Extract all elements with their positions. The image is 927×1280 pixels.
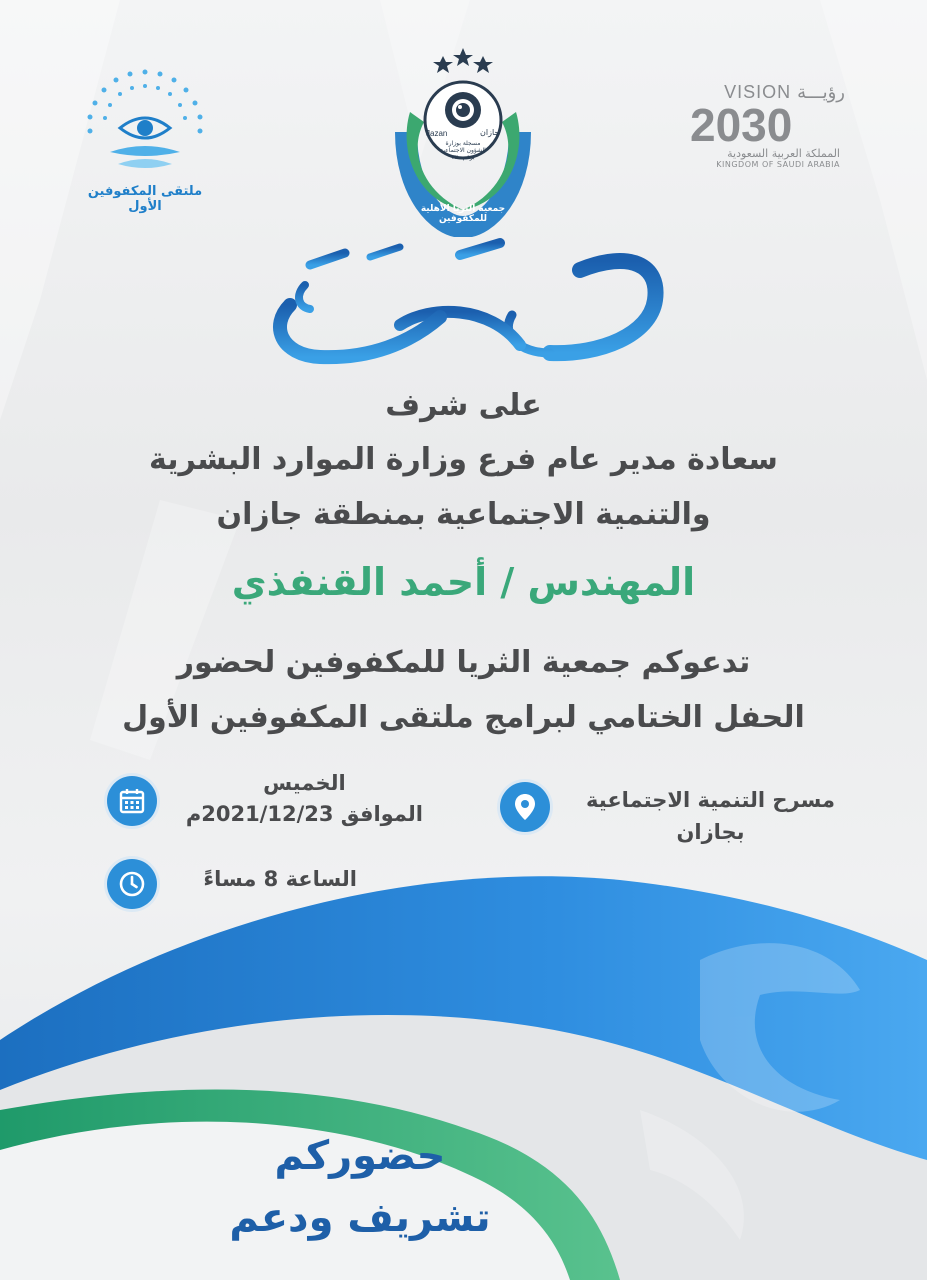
location-line-1: مسرح التنمية الاجتماعية [586, 788, 835, 812]
honor-line: على شرف [385, 388, 542, 423]
footer-line-2: تشريف ودعم [229, 1195, 491, 1241]
association-city-ar: جازان [480, 128, 500, 137]
association-reg-line3: برقم ٧٢٠ [451, 154, 475, 161]
forum-name: ملتقى المكفوفين الأول [87, 184, 203, 214]
association-reg-line1: مسجلة بوزارة [445, 140, 481, 147]
date-block [105, 768, 435, 838]
vision-2030-logo [690, 82, 860, 192]
location-pin-icon [500, 782, 550, 832]
footer-line-1: حضوركم [274, 1133, 446, 1179]
vision-word: VISION [724, 82, 792, 102]
invite-line-1: تدعوكم جمعية الثريا للمكفوفين لحضور [176, 645, 751, 680]
association-name: جمعية الثريا الأهلية للمكفوفين [420, 204, 506, 224]
association-city-en: Jazan [426, 129, 448, 138]
time-block [105, 855, 365, 915]
forum-logo [70, 60, 220, 214]
event-time: الساعة 8 مساءً [203, 867, 357, 891]
host-line-2: والتنمية الاجتماعية بمنطقة جازان [216, 497, 711, 532]
calendar-icon [107, 776, 157, 826]
event-day: الخميس [263, 771, 346, 795]
invitation-title [250, 225, 680, 390]
location-block [495, 778, 835, 868]
event-date: الموافق 2021/12/23م [185, 802, 423, 826]
clock-icon [107, 859, 157, 909]
footer-block [200, 1125, 520, 1249]
invite-line-2: الحفل الختامي لبرامج ملتقى المكفوفين الأول [122, 700, 805, 735]
title-calligraphy [250, 225, 680, 390]
host-line-1: سعادة مدير عام فرع وزارة الموارد البشرية [149, 442, 778, 477]
association-reg-line2: الشؤون الاجتماعية [440, 147, 486, 154]
association-logo [388, 42, 538, 237]
forum-eye-icon [70, 60, 220, 180]
location-line-2: بجازان [676, 820, 745, 844]
vision-country-en: KINGDOM OF SAUDI ARABIA [716, 160, 840, 169]
host-name: المهندس / أحمد القنفذي [231, 560, 696, 604]
vision-country-ar: المملكة العربية السعودية [727, 147, 840, 160]
vision-year: 2030 [690, 99, 793, 151]
vision-ar-word: رؤيـــة [797, 82, 845, 103]
